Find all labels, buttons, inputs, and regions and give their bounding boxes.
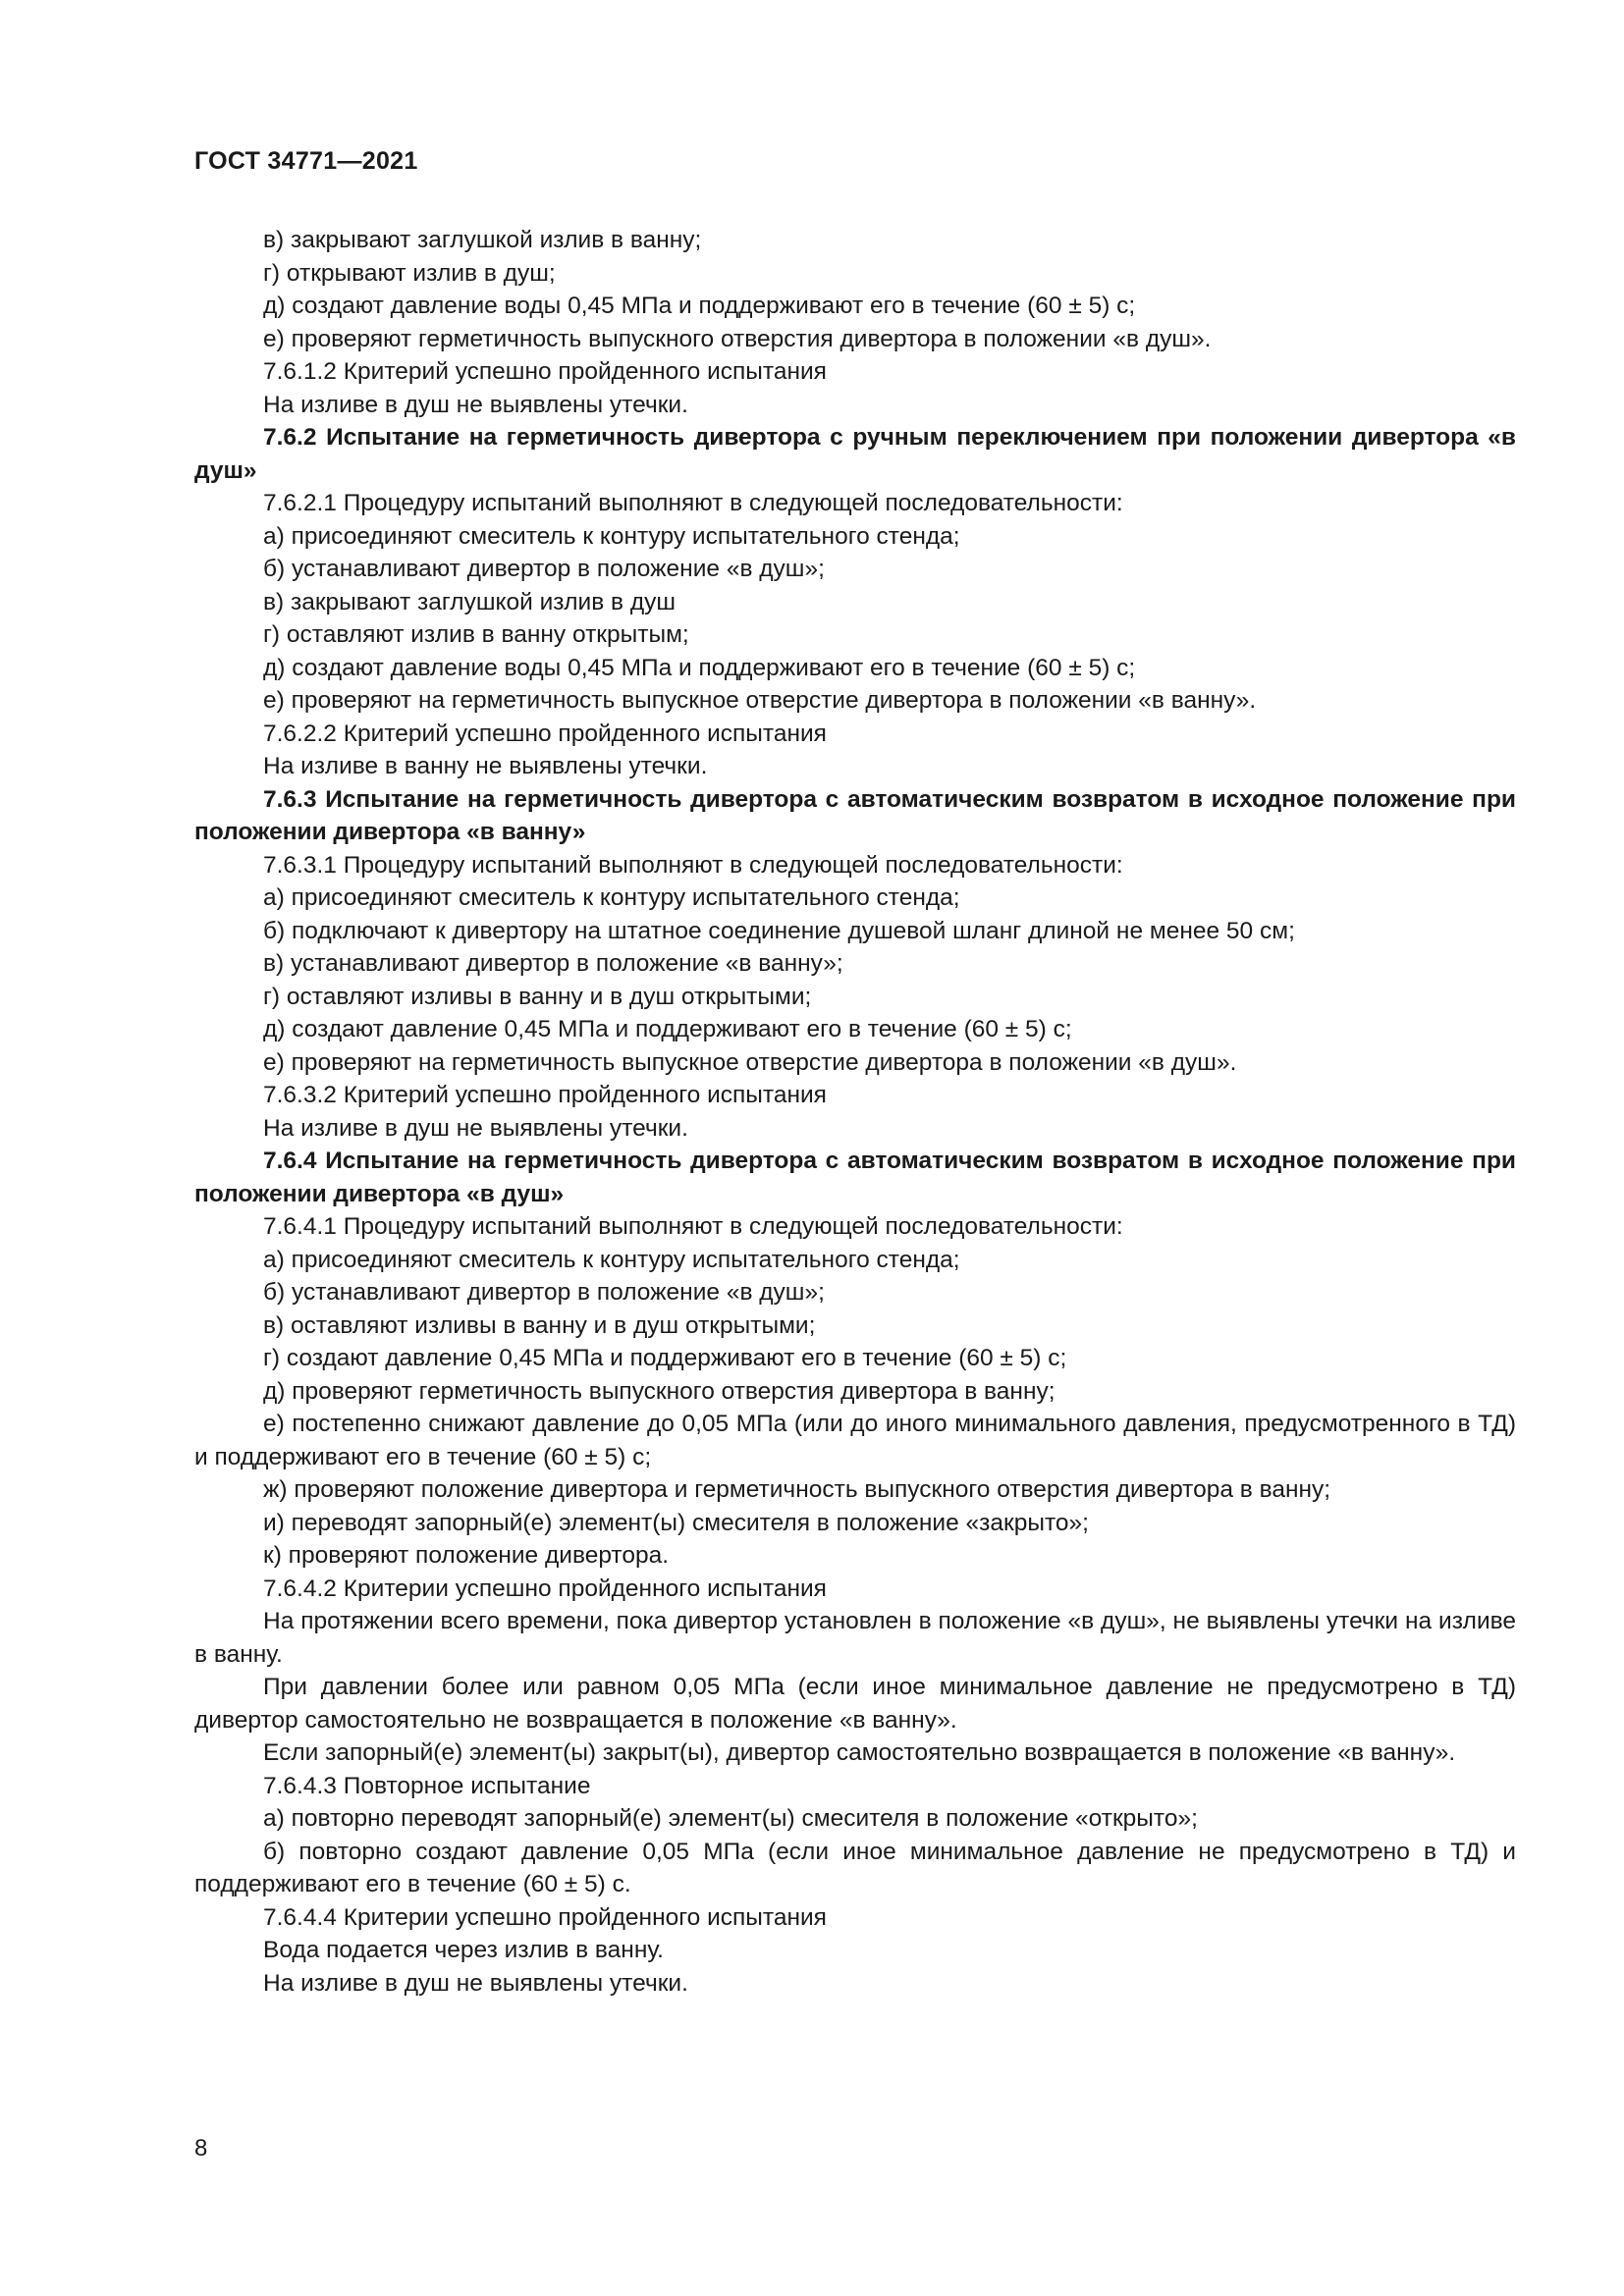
paragraph: 7.6.4.3 Повторное испытание bbox=[263, 1772, 591, 1799]
paragraph: е) проверяют герметичность выпускного отверстия дивертора в положении «в душ». bbox=[263, 325, 1212, 352]
section-heading: 7.6.4 Испытание на герметичность дивертора с автоматическим возвратом в исходное положение при положении дивертора «в душ» bbox=[194, 1148, 1516, 1207]
paragraph: Вода подается через излив в ванну. bbox=[263, 1937, 664, 1963]
paragraph: ж) проверяют положение дивертора и герметичность выпускного отверстия дивертора в ванну; bbox=[263, 1476, 1331, 1503]
paragraph: а) присоединяют смеситель к контуру испытательного стенда; bbox=[263, 1246, 960, 1273]
paragraph: в) закрывают заглушкой излив в душ bbox=[263, 588, 677, 615]
paragraph: и) переводят запорный(е) элемент(ы) смесителя в положение «закрыто»; bbox=[263, 1509, 1089, 1536]
paragraph: а) повторно переводят запорный(е) элемент(ы) смесителя в положение «открыто»; bbox=[263, 1805, 1198, 1832]
paragraph: г) оставляют изливы в ванну и в душ открытыми; bbox=[263, 983, 812, 1010]
paragraph: д) проверяют герметичность выпускного отверстия дивертора в ванну; bbox=[263, 1377, 1056, 1405]
document-body bbox=[194, 224, 1516, 2000]
paragraph: г) открывают излив в душ; bbox=[263, 259, 556, 287]
paragraph: На изливе в душ не выявлены утечки. bbox=[263, 391, 688, 418]
paragraph: 7.6.3.2 Критерий успешно пройденного испытания bbox=[263, 1082, 827, 1108]
paragraph: е) проверяют на герметичность выпускное отверстие дивертора в положении «в душ». bbox=[263, 1048, 1237, 1076]
section-heading: 7.6.2 Испытание на герметичность дивертора с ручным переключением при положении дивертора «в душ» bbox=[194, 424, 1516, 484]
paragraph: 7.6.3.1 Процедуру испытаний выполняют в следующей последовательности: bbox=[263, 851, 1123, 879]
paragraph: На изливе в душ не выявлены утечки. bbox=[263, 1114, 688, 1142]
paragraph: 7.6.4.2 Критерии успешно пройденного испытания bbox=[263, 1575, 827, 1602]
paragraph: а) присоединяют смеситель к контуру испытательного стенда; bbox=[263, 884, 960, 911]
paragraph: г) оставляют излив в ванну открытым; bbox=[263, 621, 689, 648]
paragraph: б) устанавливают дивертор в положение «в душ»; bbox=[263, 1279, 825, 1306]
paragraph: в) устанавливают дивертор в положение «в ванну»; bbox=[263, 950, 843, 977]
paragraph: е) постепенно снижают давление до 0,05 МПа (или до иного минимального давления, предусмотренного в ТД) и поддерживают его в течение (60 ± 5) с; bbox=[194, 1411, 1516, 1470]
paragraph: 7.6.2.2 Критерий успешно пройденного испытания bbox=[263, 720, 827, 747]
paragraph: в) закрывают заглушкой излив в ванну; bbox=[263, 227, 702, 253]
paragraph: д) создают давление воды 0,45 МПа и поддерживают его в течение (60 ± 5) с; bbox=[263, 293, 1136, 319]
paragraph: 7.6.4.1 Процедуру испытаний выполняют в следующей последовательности: bbox=[263, 1213, 1123, 1240]
paragraph: 7.6.1.2 Критерий успешно пройденного испытания bbox=[263, 358, 827, 385]
paragraph: б) подключают к дивертору на штатное соединение душевой шланг длиной не менее 50 см; bbox=[263, 917, 1295, 944]
paragraph: в) оставляют изливы в ванну и в душ открытыми; bbox=[263, 1311, 816, 1339]
paragraph: а) присоединяют смеситель к контуру испытательного стенда; bbox=[263, 522, 960, 550]
paragraph: г) создают давление 0,45 МПа и поддерживают его в течение (60 ± 5) с; bbox=[263, 1345, 1067, 1371]
paragraph: На изливе в душ не выявлены утечки. bbox=[263, 1969, 688, 1997]
paragraph: д) создают давление 0,45 МПа и поддерживают его в течение (60 ± 5) с; bbox=[263, 1016, 1072, 1042]
paragraph: д) создают давление воды 0,45 МПа и поддерживают его в течение (60 ± 5) с; bbox=[263, 654, 1136, 681]
paragraph: Если запорный(е) элемент(ы) закрыт(ы), дивертор самостоятельно возвращается в положение «в ванну». bbox=[263, 1739, 1456, 1766]
paragraph: На протяжении всего времени, пока дивертор установлен в положение «в душ», не выявлены утечки на изливе в ванну. bbox=[194, 1608, 1516, 1668]
document-header: ГОСТ 34771—2021 bbox=[194, 147, 418, 175]
paragraph: 7.6.2.1 Процедуру испытаний выполняют в следующей последовательности: bbox=[263, 490, 1123, 516]
paragraph: е) проверяют на герметичность выпускное отверстие дивертора в положении «в ванну». bbox=[263, 687, 1257, 714]
paragraph: к) проверяют положение дивертора. bbox=[263, 1542, 670, 1569]
page-number: 8 bbox=[194, 2135, 208, 2162]
paragraph: б) устанавливают дивертор в положение «в душ»; bbox=[263, 556, 825, 582]
paragraph: При давлении более или равном 0,05 МПа (если иное минимальное давление не предусмотрено в ТД) дивертор самостоятельно не возвращается в положение «в ванну». bbox=[194, 1674, 1516, 1734]
paragraph: 7.6.4.4 Критерии успешно пройденного испытания bbox=[263, 1903, 827, 1931]
paragraph: б) повторно создают давление 0,05 МПа (если иное минимальное давление не предусмотрено в ТД) и поддерживают его в течение (60 ± 5) с. bbox=[194, 1838, 1516, 1897]
section-heading: 7.6.3 Испытание на герметичность дивертора с автоматическим возвратом в исходное положение при положении дивертора «в ванну» bbox=[194, 785, 1516, 845]
paragraph: На изливе в ванну не выявлены утечки. bbox=[263, 753, 708, 779]
